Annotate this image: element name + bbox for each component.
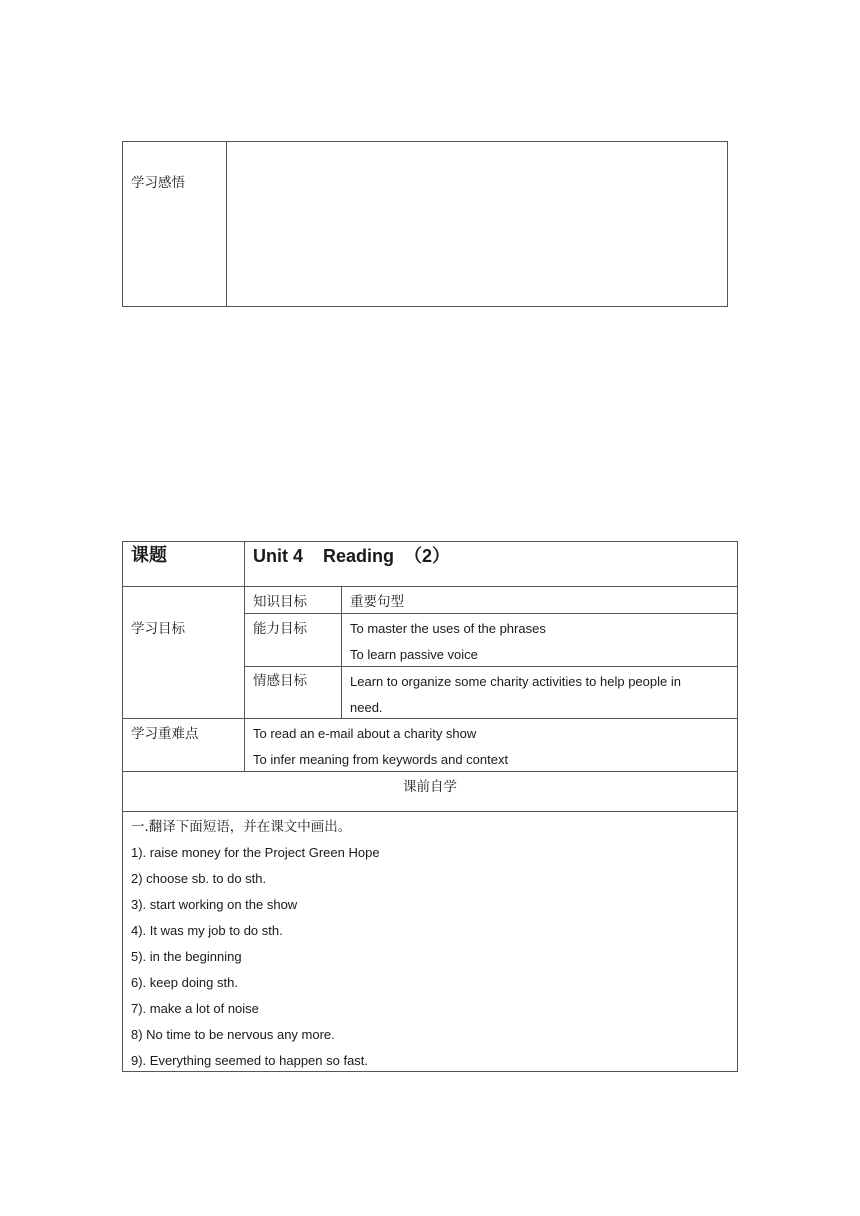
phrase-item: 9). Everything seemed to happen so fast. [131, 1053, 369, 1068]
goal-content-emotion-2: need. [350, 700, 383, 715]
goal-content-ability-2: To learn passive voice [350, 647, 478, 662]
goal-type-ability: 能力目标 [253, 621, 307, 637]
difficulty-item-2: To infer meaning from keywords and context [253, 752, 509, 767]
difficulties-label: 学习重难点 [131, 726, 199, 742]
table-border [244, 666, 738, 667]
preclass-heading: 课前自学 [403, 779, 457, 795]
table-border [341, 586, 342, 719]
table-border [727, 141, 728, 307]
goal-content-emotion-1: Learn to organize some charity activities to help people in [350, 674, 681, 689]
phrase-item: 8) No time to be nervous any more. [131, 1027, 335, 1042]
exercise-title: 一.翻译下面短语，并在课文中画出。 [131, 819, 352, 835]
phrase-item: 6). keep doing sth. [131, 975, 238, 990]
table-border [122, 141, 123, 307]
table-border [737, 541, 738, 1072]
subject-value: Unit 4 Reading （2） [253, 546, 451, 566]
table-border [244, 613, 738, 614]
table-border [122, 541, 123, 1072]
reflection-content-cell [227, 142, 727, 306]
goal-type-knowledge: 知识目标 [253, 594, 307, 610]
goal-content-knowledge: 重要句型 [350, 594, 404, 610]
phrase-item: 1). raise money for the Project Green Hope [131, 845, 380, 860]
phrase-item: 2) choose sb. to do sth. [131, 871, 267, 886]
table-border [122, 718, 738, 719]
difficulty-item-1: To read an e-mail about a charity show [253, 726, 477, 741]
goals-label: 学习目标 [131, 621, 185, 637]
table-border [122, 586, 738, 587]
goal-type-emotion: 情感目标 [253, 673, 307, 689]
goal-content-ability-1: To master the uses of the phrases [350, 621, 546, 636]
phrase-item: 5). in the beginning [131, 949, 242, 964]
table-border [122, 306, 728, 307]
phrase-item: 3). start working on the show [131, 897, 298, 912]
phrase-item: 4). It was my job to do sth. [131, 923, 283, 938]
reflection-label: 学习感悟 [131, 175, 185, 191]
phrase-item: 7). make a lot of noise [131, 1001, 259, 1016]
table-border [244, 541, 245, 772]
table-border [122, 811, 738, 812]
subject-label: 课题 [131, 545, 167, 566]
